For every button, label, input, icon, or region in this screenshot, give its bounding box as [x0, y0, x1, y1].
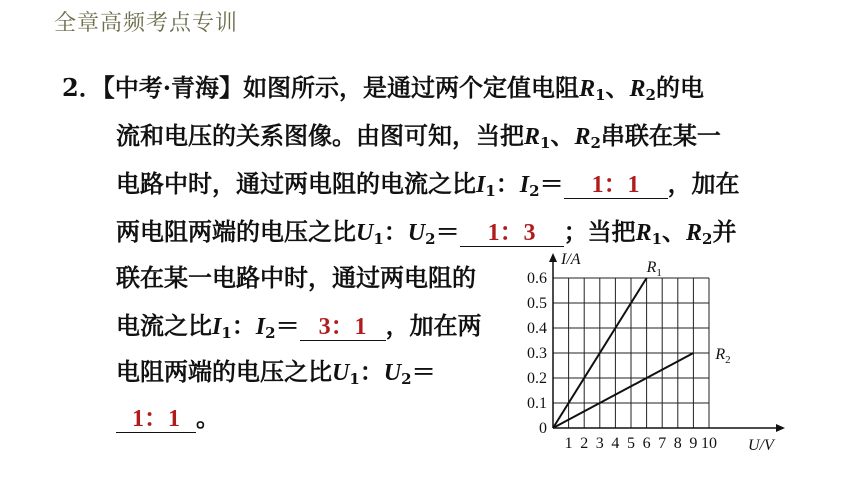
question-text: 联在某一电路中时，通过两电阻的	[116, 263, 476, 292]
question-text: ，加在两	[385, 311, 482, 340]
subscript: 1	[485, 182, 496, 200]
ratio-colon: ：	[359, 357, 384, 386]
x-tick-label: 10	[701, 435, 717, 452]
question-line-6	[116, 310, 482, 349]
question-line-8	[116, 402, 220, 434]
series-label-subscript: 1	[656, 267, 662, 279]
x-tick-label: 4	[611, 435, 620, 452]
x-tick-label: 3	[595, 435, 604, 452]
question-text: 电阻两端的电压之比	[116, 357, 332, 386]
equals-sign: ＝	[411, 357, 436, 386]
question-text: 并	[712, 217, 737, 246]
subscript: 2	[425, 230, 436, 248]
subscript: 1	[595, 86, 606, 104]
subscript: 2	[529, 182, 540, 200]
question-number: 2．	[62, 73, 103, 102]
symbol-u2: U	[407, 220, 426, 246]
series-label-r1: $R_1$	[646, 259, 662, 279]
symbol-i1: I	[212, 314, 222, 340]
question-text: 的电	[655, 73, 704, 102]
x-axis-label: U/V	[748, 437, 774, 454]
x-tick-label: 1	[564, 435, 573, 452]
y-axis-arrow	[549, 253, 557, 262]
subscript: 1	[651, 230, 663, 248]
subscript: 2	[265, 324, 276, 342]
series-line-r2	[553, 353, 693, 428]
equals-sign: ＝	[275, 311, 300, 340]
symbol-r1: R	[579, 76, 596, 102]
ratio-colon: ：	[383, 217, 408, 246]
y-tick-label: 0.5	[527, 295, 547, 312]
answer-parallel-current-ratio: 3：1	[300, 314, 386, 341]
symbol-u1: U	[332, 360, 350, 386]
subscript: 1	[349, 370, 360, 388]
x-tick-label: 7	[658, 435, 667, 452]
equals-sign: ＝	[539, 169, 564, 198]
symbol-i2: I	[519, 172, 530, 198]
x-tick-label: 5	[627, 435, 635, 452]
question-line-1	[62, 72, 704, 111]
iu-graph	[520, 250, 820, 470]
question-line-2	[116, 120, 721, 159]
symbol-r1: R	[524, 124, 541, 150]
x-tick-label: 0	[539, 420, 547, 437]
question-text: ，加在	[667, 169, 740, 198]
question-line-7	[116, 356, 436, 395]
answer-parallel-voltage-ratio: 1：1	[116, 406, 196, 433]
x-tick-label: 2	[580, 435, 589, 452]
y-tick-label: 0.3	[527, 345, 547, 362]
y-tick-label: 0.2	[527, 370, 547, 387]
header-title: 全章高频考点专训	[54, 11, 239, 36]
question-line-5	[116, 262, 476, 294]
series-label-subscript: 2	[725, 354, 731, 366]
question-text: 电路中时，通过两电阻的电流之比	[116, 169, 476, 198]
x-tick-label: 9	[689, 435, 698, 452]
ratio-colon: ：	[231, 311, 256, 340]
symbol-r2: R	[574, 124, 591, 150]
symbol-i1: I	[476, 172, 486, 198]
question-text: ；当把	[563, 217, 636, 246]
subscript: 2	[645, 86, 656, 104]
subscript: 1	[540, 134, 551, 152]
question-text: 流和电压的关系图像。由图可知，当把	[116, 121, 524, 150]
question-text: 如图所示，是通过两个定值电阻	[243, 73, 580, 102]
symbol-r2: R	[686, 220, 703, 246]
question-text: 两电阻两端的电压之比	[116, 217, 356, 246]
subscript: 1	[221, 324, 232, 342]
subscript: 2	[590, 134, 601, 152]
ratio-colon: ：	[495, 169, 520, 198]
subscript: 2	[702, 230, 713, 248]
symbol-r2: R	[629, 76, 646, 102]
answer-series-current-ratio: 1：1	[564, 172, 668, 199]
question-line-3	[116, 168, 740, 207]
separator: 、	[662, 217, 687, 246]
graph-grid	[553, 278, 709, 428]
separator: 、	[605, 73, 630, 102]
subscript: 1	[373, 230, 384, 248]
x-tick-label: 8	[673, 435, 682, 452]
question-text: 串联在某一	[600, 121, 721, 150]
series-label-r2: $R_2$	[715, 346, 731, 366]
equals-sign: ＝	[435, 217, 460, 246]
y-tick-label: 0.6	[527, 270, 547, 287]
symbol-u2: U	[383, 360, 402, 386]
y-tick-label: 0.4	[527, 320, 547, 337]
symbol-i2: I	[255, 314, 266, 340]
y-tick-label: 0.1	[527, 395, 547, 412]
question-text: 电流之比	[116, 311, 212, 340]
question-text: 。	[196, 403, 220, 432]
separator: 、	[550, 121, 575, 150]
subscript: 2	[401, 370, 412, 388]
answer-series-voltage-ratio: 1：3	[460, 220, 564, 247]
question-source: 【中考·青海】	[102, 73, 244, 102]
symbol-r1: R	[635, 220, 652, 246]
x-axis-arrow	[776, 424, 785, 432]
x-tick-label: 6	[642, 435, 651, 452]
symbol-u1: U	[356, 220, 374, 246]
y-axis-label: I/A	[561, 251, 581, 268]
